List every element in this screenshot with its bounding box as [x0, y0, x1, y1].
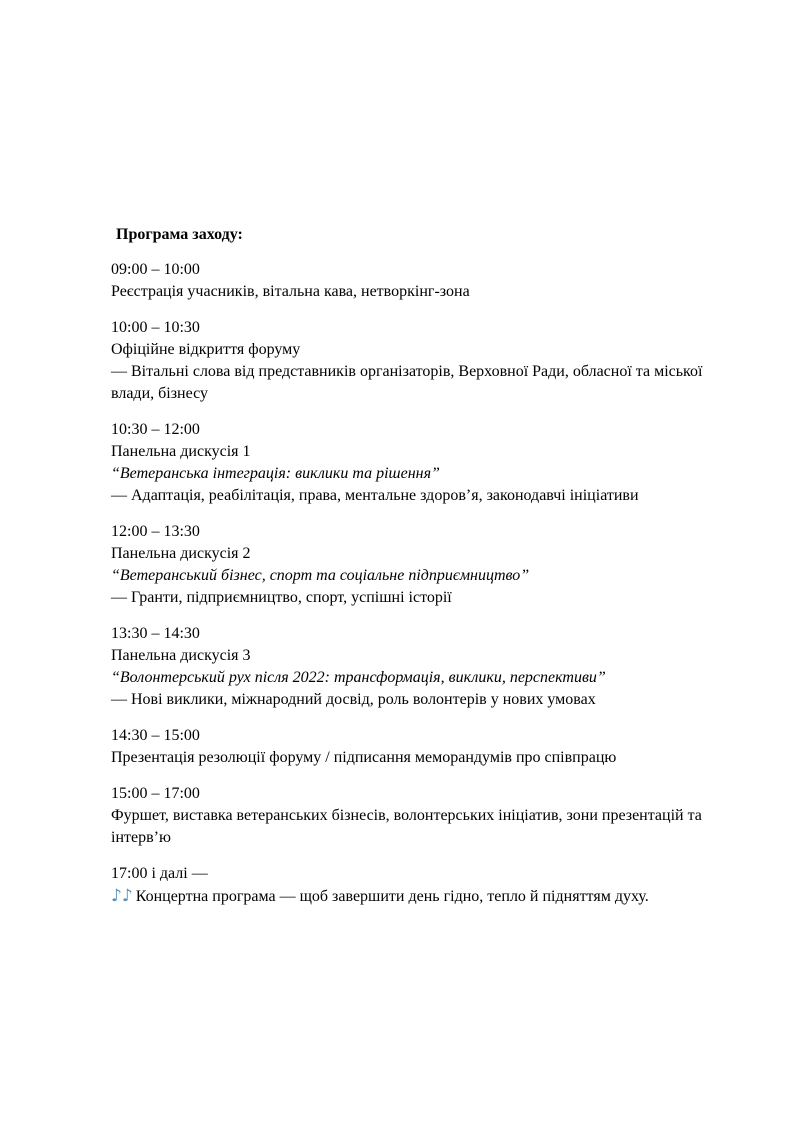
- program-document: [111, 224, 711, 922]
- schedule-details: — Гранти, підприємництво, спорт, успішні історії: [111, 589, 452, 606]
- schedule-item-concert: [111, 863, 711, 908]
- schedule-item-opening: [111, 317, 711, 405]
- panel-topic: “Волонтерський рух після 2022: трансформація, виклики, перспективи”: [111, 669, 606, 686]
- schedule-time: 09:00 – 10:00: [111, 261, 200, 278]
- panel-topic: “Ветеранський бізнес, спорт та соціальне підприємництво”: [111, 567, 530, 584]
- concert-text: Концертна програма — щоб завершити день гідно, тепло й підняттям духу.: [135, 888, 649, 905]
- schedule-time: 13:30 – 14:30: [111, 625, 200, 642]
- schedule-details: — Нові виклики, міжнародний досвід, роль волонтерів у нових умовах: [111, 691, 596, 708]
- schedule-time: 12:00 – 13:30: [111, 523, 200, 540]
- panel-topic: “Ветеранська інтеграція: виклики та рішення”: [111, 465, 440, 482]
- schedule-item-registration: [111, 259, 711, 303]
- schedule-description: [111, 885, 711, 908]
- schedule-description: Фуршет, виставка ветеранських бізнесів, волонтерських ініціатив, зони презентацій та інтерв’ю: [111, 807, 702, 846]
- schedule-description: Панельна дискусія 2: [111, 545, 251, 562]
- schedule-description: Реєстрація учасників, вітальна кава, нетворкінг-зона: [111, 283, 470, 300]
- schedule-description: Панельна дискусія 1: [111, 443, 251, 460]
- program-title: Програма заходу:: [116, 226, 243, 243]
- schedule-description: Офіційне відкриття форуму: [111, 341, 301, 358]
- schedule-time: 15:00 – 17:00: [111, 785, 200, 802]
- schedule-item-resolution: [111, 725, 711, 769]
- schedule-time: 14:30 – 15:00: [111, 727, 200, 744]
- schedule-item-buffet: [111, 783, 711, 849]
- schedule-time: 10:00 – 10:30: [111, 319, 200, 336]
- schedule-item-panel-3: [111, 623, 711, 711]
- schedule-item-panel-2: [111, 521, 711, 609]
- music-notes-icon: ♪♪: [111, 886, 133, 906]
- schedule-details: — Вітальні слова від представників організаторів, Верховної Ради, обласної та міської влади, бізнесу: [111, 363, 703, 402]
- schedule-description: Презентація резолюції форуму / підписання меморандумів про співпрацю: [111, 749, 617, 766]
- schedule-time: 10:30 – 12:00: [111, 421, 200, 438]
- schedule-details: — Адаптація, реабілітація, права, ментальне здоров’я, законодавчі ініціативи: [111, 487, 639, 504]
- schedule-item-panel-1: [111, 419, 711, 507]
- schedule-description: Панельна дискусія 3: [111, 647, 251, 664]
- schedule-time: 17:00 і далі —: [111, 865, 208, 882]
